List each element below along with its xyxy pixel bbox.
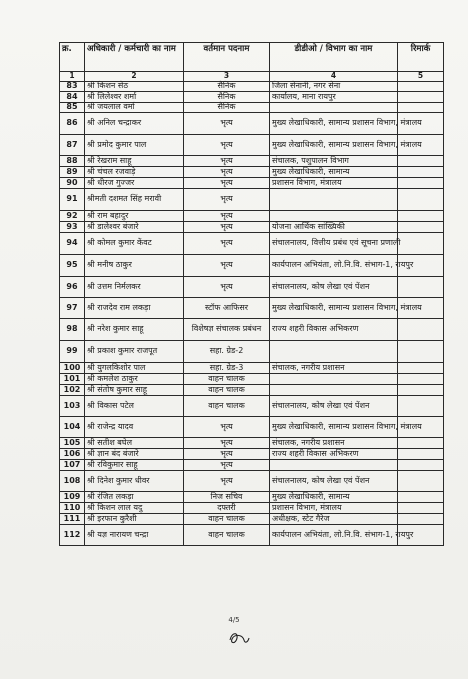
table-row	[60, 449, 444, 460]
table-row	[60, 460, 444, 471]
ddo-department	[270, 385, 398, 396]
current-designation: भृत्य	[184, 113, 270, 135]
ddo-department	[270, 341, 398, 363]
table-row	[60, 92, 444, 103]
header-department: डीडीओ / विभाग का नाम	[270, 43, 398, 72]
table-row	[60, 492, 444, 503]
employee-name: श्री अनिल चन्द्राकर	[85, 113, 184, 135]
remarks-cell	[398, 385, 444, 396]
employee-name: श्री प्रमोद कुमार पाल	[85, 135, 184, 156]
table-row	[60, 277, 444, 298]
row-number: 93	[60, 222, 85, 233]
current-designation: भृत्य	[184, 135, 270, 156]
current-designation: भृत्य	[184, 471, 270, 492]
remarks-cell	[398, 341, 444, 363]
employee-name: श्री युगलकिशोर पाल	[85, 363, 184, 374]
current-designation: भृत्य	[184, 449, 270, 460]
row-number: 95	[60, 255, 85, 277]
table-row	[60, 385, 444, 396]
current-designation: वाहन चालक	[184, 514, 270, 525]
table-row	[60, 156, 444, 167]
table-body	[60, 43, 444, 546]
ddo-department: प्रशासन विभाग, मंत्रालय	[270, 503, 398, 514]
index-4: 4	[270, 72, 398, 82]
ddo-department: मुख्य लेखाधिकारी, सामान्य प्रशासन विभाग, मंत्रालय	[270, 135, 398, 156]
index-5: 5	[398, 72, 444, 82]
remarks-cell	[398, 233, 444, 255]
employee-name: श्री डालेश्वर बंजारे	[85, 222, 184, 233]
current-designation: दफ्तरी	[184, 503, 270, 514]
employee-name: श्री कमलेश ठाकुर	[85, 374, 184, 385]
current-designation: भृत्य	[184, 156, 270, 167]
remarks-cell	[398, 82, 444, 92]
employee-name: श्री जयलाल वर्मा	[85, 103, 184, 113]
ddo-department: संचालनालय, कोष लेखा एवं पेंशन	[270, 471, 398, 492]
employee-name: श्री विकास पटेल	[85, 396, 184, 417]
row-number: 104	[60, 417, 85, 438]
ddo-department: कार्यपालन अभियंता, लो.नि.वि. संभाग-1, रायपुर	[270, 255, 398, 277]
row-number: 91	[60, 189, 85, 211]
employee-name: श्री किशन सेठ	[85, 82, 184, 92]
table-row	[60, 178, 444, 189]
employee-name: श्री इरफान कुरैशी	[85, 514, 184, 525]
row-number: 108	[60, 471, 85, 492]
ddo-department: मुख्य लेखाधिकारी, सामान्य प्रशासन विभाग, मंत्रालय	[270, 417, 398, 438]
ddo-department	[270, 211, 398, 222]
employee-name: श्री ज्ञान बंद बंजारे	[85, 449, 184, 460]
row-number: 85	[60, 103, 85, 113]
index-1: 1	[60, 72, 85, 82]
employee-name: श्री किशन लाल यदु	[85, 503, 184, 514]
ddo-department: संचालक, नगरीय प्रशासन	[270, 438, 398, 449]
page-number: 4/5	[228, 616, 240, 624]
current-designation: वाहन चालक	[184, 385, 270, 396]
remarks-cell	[398, 449, 444, 460]
row-number: 110	[60, 503, 85, 514]
row-number: 84	[60, 92, 85, 103]
current-designation: भृत्य	[184, 233, 270, 255]
employee-name: श्री कोमल कुमार केंवट	[85, 233, 184, 255]
remarks-cell	[398, 374, 444, 385]
ddo-department: मुख्य लेखाधिकारी, सामान्य प्रशासन विभाग, मंत्रालय	[270, 113, 398, 135]
employee-name: श्री उत्तम निर्मलकर	[85, 277, 184, 298]
employee-name: श्री धीरज गुज्जर	[85, 178, 184, 189]
table-row	[60, 82, 444, 92]
row-number: 107	[60, 460, 85, 471]
employee-name: श्री दिनेश कुमार धीवर	[85, 471, 184, 492]
ddo-department: संचालनालय, वित्तीय प्रबंध एवं सूचना प्रणाली	[270, 233, 398, 255]
ddo-department: मुख्य लेखाधिकारी, सामान्य	[270, 167, 398, 178]
remarks-cell	[398, 471, 444, 492]
ddo-department: राज्य शहरी विकास अभिकरण	[270, 319, 398, 341]
current-designation: भृत्य	[184, 167, 270, 178]
ddo-department: राज्य शहरी विकास अभिकरण	[270, 449, 398, 460]
employee-name: श्री राजेन्द्र यादव	[85, 417, 184, 438]
table-row	[60, 319, 444, 341]
ddo-department: योजना आर्थिक सांख्यिकी	[270, 222, 398, 233]
table-row	[60, 103, 444, 113]
row-number: 94	[60, 233, 85, 255]
ddo-department	[270, 103, 398, 113]
current-designation: निज सचिव	[184, 492, 270, 503]
ddo-department: कार्यपालन अभियंता, लो.नि.वि. संभाग-1, रायपुर	[270, 525, 398, 546]
row-number: 97	[60, 298, 85, 319]
employee-name: श्री यज्ञ नारायण चन्द्रा	[85, 525, 184, 546]
header-remarks: रिमार्क	[398, 43, 444, 72]
row-number: 88	[60, 156, 85, 167]
remarks-cell	[398, 222, 444, 233]
index-3: 3	[184, 72, 270, 82]
ddo-department: संचालनालय, कोष लेखा एवं पेंशन	[270, 396, 398, 417]
row-number: 98	[60, 319, 85, 341]
current-designation: सहा. ग्रेड-2	[184, 341, 270, 363]
remarks-cell	[398, 189, 444, 211]
remarks-cell	[398, 277, 444, 298]
employee-name: श्री राजदेव राम लकड़ा	[85, 298, 184, 319]
current-designation: भृत्य	[184, 189, 270, 211]
remarks-cell	[398, 492, 444, 503]
remarks-cell	[398, 103, 444, 113]
employee-name: श्री नरेश कुमार साहू	[85, 319, 184, 341]
remarks-cell	[398, 319, 444, 341]
current-designation: विशेषज्ञ संचालक प्रबंधन	[184, 319, 270, 341]
ddo-department: जिला सेनानी, नगर सेना	[270, 82, 398, 92]
row-number: 105	[60, 438, 85, 449]
employee-name: श्री मनीष ठाकुर	[85, 255, 184, 277]
current-designation: भृत्य	[184, 211, 270, 222]
table-row	[60, 298, 444, 319]
row-number: 109	[60, 492, 85, 503]
current-designation: भृत्य	[184, 460, 270, 471]
ddo-department	[270, 460, 398, 471]
row-number: 106	[60, 449, 85, 460]
signature-mark	[226, 628, 252, 648]
header-designation: वर्तमान पदनाम	[184, 43, 270, 72]
current-designation: भृत्य	[184, 222, 270, 233]
ddo-department: कार्यालय, माना रायपुर	[270, 92, 398, 103]
row-number: 96	[60, 277, 85, 298]
remarks-cell	[398, 503, 444, 514]
table-row	[60, 341, 444, 363]
remarks-cell	[398, 438, 444, 449]
table-row	[60, 167, 444, 178]
employee-name: श्री चंचल रजवाड़े	[85, 167, 184, 178]
row-number: 102	[60, 385, 85, 396]
ddo-department: अधीक्षक, स्टेट गैरेज	[270, 514, 398, 525]
employee-name: श्री प्रकाश कुमार राजपूत	[85, 341, 184, 363]
row-number: 87	[60, 135, 85, 156]
current-designation: भृत्य	[184, 417, 270, 438]
table-row	[60, 396, 444, 417]
ddo-department: संचालक, पशुपालन विभाग	[270, 156, 398, 167]
index-row	[60, 72, 444, 82]
table-row	[60, 438, 444, 449]
ddo-department: प्रशासन विभाग, मंत्रालय	[270, 178, 398, 189]
current-designation: वाहन चालक	[184, 396, 270, 417]
current-designation: भृत्य	[184, 438, 270, 449]
table-row	[60, 503, 444, 514]
current-designation: सैनिक	[184, 92, 270, 103]
table-row	[60, 363, 444, 374]
remarks-cell	[398, 211, 444, 222]
row-number: 100	[60, 363, 85, 374]
remarks-cell	[398, 178, 444, 189]
row-number: 101	[60, 374, 85, 385]
remarks-cell	[398, 396, 444, 417]
employee-transfer-table	[59, 42, 444, 546]
remarks-cell	[398, 514, 444, 525]
current-designation: सैनिक	[184, 103, 270, 113]
employee-name: श्री लिलेश्वर शर्मा	[85, 92, 184, 103]
index-2: 2	[85, 72, 184, 82]
employee-name: श्री रविकुमार साहू	[85, 460, 184, 471]
header-row	[60, 43, 444, 72]
row-number: 86	[60, 113, 85, 135]
ddo-department: मुख्य लेखाधिकारी, सामान्य	[270, 492, 398, 503]
table-row	[60, 525, 444, 546]
table-row	[60, 189, 444, 211]
current-designation: सैनिक	[184, 82, 270, 92]
table-row	[60, 233, 444, 255]
table-row	[60, 374, 444, 385]
current-designation: वाहन चालक	[184, 374, 270, 385]
current-designation: स्टॉफ आफिसर	[184, 298, 270, 319]
header-no: क्र.	[60, 43, 85, 72]
row-number: 89	[60, 167, 85, 178]
row-number: 112	[60, 525, 85, 546]
employee-name: श्री रंजित लकड़ा	[85, 492, 184, 503]
ddo-department	[270, 374, 398, 385]
ddo-department	[270, 189, 398, 211]
remarks-cell	[398, 363, 444, 374]
table-row	[60, 211, 444, 222]
current-designation: वाहन चालक	[184, 525, 270, 546]
current-designation: भृत्य	[184, 255, 270, 277]
table-row	[60, 471, 444, 492]
employee-name: श्री सतीश बघेल	[85, 438, 184, 449]
table-row	[60, 222, 444, 233]
table-row	[60, 113, 444, 135]
row-number: 111	[60, 514, 85, 525]
employee-name: श्रीमती दशमत सिंह मरावी	[85, 189, 184, 211]
row-number: 83	[60, 82, 85, 92]
table-row	[60, 417, 444, 438]
table-row	[60, 135, 444, 156]
ddo-department: मुख्य लेखाधिकारी, सामान्य प्रशासन विभाग, मंत्रालय	[270, 298, 398, 319]
table-row	[60, 514, 444, 525]
current-designation: सहा. ग्रेड-3	[184, 363, 270, 374]
remarks-cell	[398, 167, 444, 178]
employee-name: श्री रेखराम साहू	[85, 156, 184, 167]
employee-name: श्री संतोष कुमार साहू	[85, 385, 184, 396]
row-number: 103	[60, 396, 85, 417]
remarks-cell	[398, 460, 444, 471]
ddo-department: संचालक, नगरीय प्रशासन	[270, 363, 398, 374]
table-row	[60, 255, 444, 277]
header-name: अधिकारी / कर्मचारी का नाम	[85, 43, 184, 72]
current-designation: भृत्य	[184, 178, 270, 189]
row-number: 99	[60, 341, 85, 363]
row-number: 90	[60, 178, 85, 189]
ddo-department: संचालनालय, कोष लेखा एवं पेंशन	[270, 277, 398, 298]
employee-name: श्री राम बहादुर	[85, 211, 184, 222]
row-number: 92	[60, 211, 85, 222]
remarks-cell	[398, 92, 444, 103]
current-designation: भृत्य	[184, 277, 270, 298]
remarks-cell	[398, 156, 444, 167]
